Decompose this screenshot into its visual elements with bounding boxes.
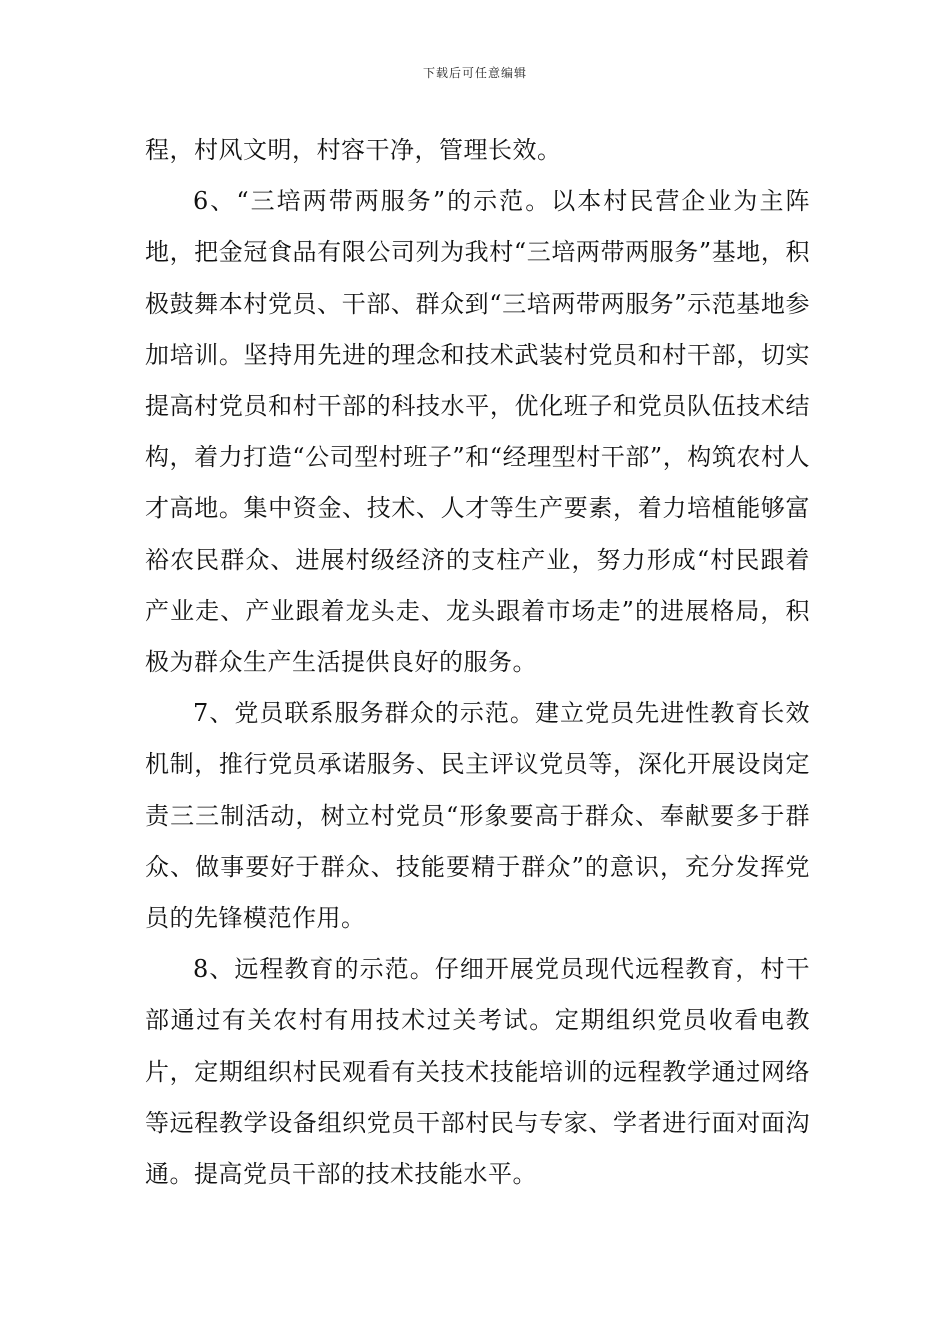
document-body — [145, 125, 810, 1200]
paragraph-item-7: 7、党员联系服务群众的示范。建立党员先进性教育长效机制，推行党员承诺服务、民主评议党员等，深化开展设岗定责三三制活动，树立村党员“形象要高于群众、奉献要多于群众、做事要好于群众、技能要精于群众”的意识，充分发挥党员的先锋模范作用。 — [145, 699, 810, 933]
page-header-note: 下载后可任意编辑 — [422, 66, 527, 80]
paragraph-item-6: 6、“三培两带两服务”的示范。以本村民营企业为主阵地，把金冠食品有限公司列为我村“三培两带两服务”基地，积极鼓舞本村党员、干部、群众到“三培两带两服务”示范基地参加培训。坚持用先进的理念和技术武装村党员和村干部，切实提高村党员和村干部的科技水平，优化班子和党员队伍技术结构，着力打造“公司型村班子”和“经理型村干部”，构筑农村人才高地。集中资金、技术、人才等生产要素，着力培植能够富裕农民群众、进展村级经济的支柱产业，努力形成“村民跟着产业走、产业跟着龙头走、龙头跟着市场走”的进展格局，积极为群众生产生活提供良好的服务。 — [145, 187, 810, 677]
paragraph-item-8: 8、远程教育的示范。仔细开展党员现代远程教育，村干部通过有关农村有用技术过关考试。定期组织党员收看电教片，定期组织村民观看有关技术技能培训的远程教学通过网络等远程教学设备组织党员干部村民与专家、学者进行面对面沟通。提高党员干部的技术技能水平。 — [145, 955, 810, 1189]
paragraph-continuation: 程，村风文明，村容干净，管理长效。 — [145, 136, 562, 164]
